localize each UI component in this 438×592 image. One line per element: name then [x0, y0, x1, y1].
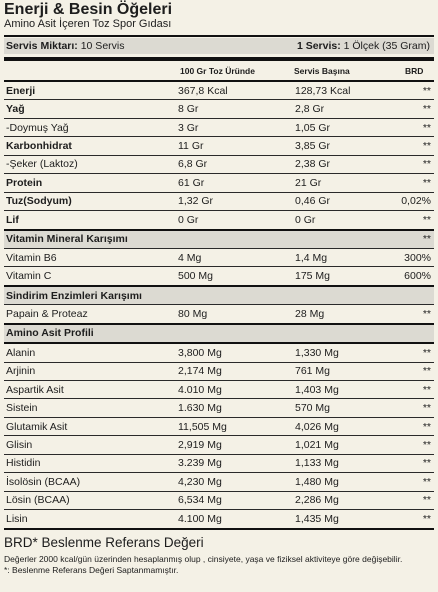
- row-per100: 1,32 Gr: [178, 192, 295, 210]
- row-serving: 570 Mg: [295, 399, 395, 417]
- row-name: Lösin (BCAA): [4, 491, 178, 509]
- serving-info-bar: [4, 38, 434, 54]
- row-brd: **: [395, 381, 434, 399]
- table-row: [4, 399, 434, 417]
- table-row: [4, 381, 434, 399]
- row-per100: 4,230 Mg: [178, 473, 295, 491]
- row-per100: [178, 324, 295, 343]
- table-row: [4, 343, 434, 362]
- row-serving: 1,480 Mg: [295, 473, 395, 491]
- row-name: Vitamin B6: [4, 248, 178, 266]
- table-row: [4, 248, 434, 266]
- row-brd: [395, 324, 434, 343]
- label-header: [4, 0, 172, 31]
- row-name: Karbonhidrat: [4, 137, 178, 155]
- row-per100: 1.630 Mg: [178, 399, 295, 417]
- table-row: [4, 211, 434, 230]
- table-row: [4, 473, 434, 491]
- row-brd: **: [395, 100, 434, 118]
- row-serving: 2,8 Gr: [295, 100, 395, 118]
- serving-count-label: Servis Miktarı:: [6, 40, 78, 52]
- row-per100: 367,8 Kcal: [178, 82, 295, 100]
- row-per100: 4.100 Mg: [178, 510, 295, 529]
- row-brd: **: [395, 436, 434, 454]
- row-serving: 1,435 Mg: [295, 510, 395, 529]
- row-name: Yağ: [4, 100, 178, 118]
- table-row: [4, 192, 434, 210]
- row-per100: 0 Gr: [178, 211, 295, 230]
- row-per100: 6,534 Mg: [178, 491, 295, 509]
- table-row: [4, 436, 434, 454]
- row-per100: 80 Mg: [178, 305, 295, 324]
- row-name: Vitamin C: [4, 267, 178, 286]
- row-per100: 11,505 Mg: [178, 417, 295, 435]
- serving-count-value: 10 Servis: [77, 40, 125, 52]
- brd-asterisk-note: *: Beslenme Referans Değeri Saptanmamıştır.: [4, 564, 179, 575]
- section-header: [4, 324, 434, 343]
- row-serving: 0,46 Gr: [295, 192, 395, 210]
- row-serving: 1,05 Gr: [295, 118, 395, 136]
- table-row: [4, 100, 434, 118]
- table-row: [4, 82, 434, 100]
- row-name: Protein: [4, 174, 178, 192]
- row-serving: 0 Gr: [295, 211, 395, 230]
- table-row: [4, 137, 434, 155]
- row-serving: 2,38 Gr: [295, 155, 395, 173]
- row-per100: 4.010 Mg: [178, 381, 295, 399]
- row-brd: **: [395, 491, 434, 509]
- row-name: Lisin: [4, 510, 178, 529]
- row-brd: **: [395, 230, 434, 249]
- table-row: [4, 174, 434, 192]
- row-brd: **: [395, 82, 434, 100]
- row-name: Vitamin Mineral Karışımı: [4, 230, 178, 249]
- row-per100: [178, 286, 295, 305]
- row-brd: 300%: [395, 248, 434, 266]
- row-brd: [395, 286, 434, 305]
- column-header-per100: 100 Gr Toz Üründe: [180, 66, 255, 76]
- row-per100: 3,800 Mg: [178, 343, 295, 362]
- row-brd: **: [395, 137, 434, 155]
- row-name: Histidin: [4, 454, 178, 472]
- brd-note: Değerler 2000 kcal/gün üzerinden hesaplanmış olup , cinsiyete, yaşa ve fiziksel aktiviteye göre değişebilir.: [4, 554, 403, 564]
- section-header: [4, 230, 434, 249]
- row-per100: 2,174 Mg: [178, 362, 295, 380]
- table-row: [4, 155, 434, 173]
- row-per100: 61 Gr: [178, 174, 295, 192]
- row-name: İsolösin (BCAA): [4, 473, 178, 491]
- row-serving: 4,026 Mg: [295, 417, 395, 435]
- label-footer: [4, 535, 434, 575]
- serving-size: [297, 38, 430, 54]
- page-title: Enerji & Besin Öğeleri: [4, 1, 173, 18]
- row-serving: 28 Mg: [295, 305, 395, 324]
- row-name: Tuz(Sodyum): [4, 192, 178, 210]
- row-name: Glisin: [4, 436, 178, 454]
- brd-title: BRD* Beslenme Referans Değeri: [4, 535, 204, 550]
- table-row: [4, 454, 434, 472]
- column-header-brd: BRD: [405, 66, 424, 76]
- row-brd: **: [395, 417, 434, 435]
- row-serving: 1,021 Mg: [295, 436, 395, 454]
- table-row: [4, 491, 434, 509]
- thick-divider: [4, 57, 434, 61]
- row-serving: 761 Mg: [295, 362, 395, 380]
- row-brd: **: [395, 343, 434, 362]
- column-header-per-serving: Servis Başına: [294, 66, 350, 76]
- serving-size-label: 1 Servis:: [296, 40, 341, 52]
- table-row: [4, 118, 434, 136]
- serving-count: [6, 38, 124, 54]
- row-brd: 0,02%: [395, 192, 434, 210]
- row-name: Aspartik Asit: [4, 381, 178, 399]
- row-name: Amino Asit Profili: [4, 324, 178, 343]
- row-brd: **: [395, 399, 434, 417]
- serving-size-value: 1 Ölçek (35 Gram): [340, 40, 430, 52]
- row-serving: [295, 230, 395, 249]
- row-serving: 21 Gr: [295, 174, 395, 192]
- row-name: Lif: [4, 211, 178, 230]
- row-brd: **: [395, 510, 434, 529]
- row-serving: [295, 324, 395, 343]
- nutrition-table: [4, 82, 434, 530]
- row-per100: 4 Mg: [178, 248, 295, 266]
- row-brd: 600%: [395, 267, 434, 286]
- table-row: [4, 510, 434, 529]
- row-brd: **: [395, 305, 434, 324]
- table-row: [4, 362, 434, 380]
- row-serving: 3,85 Gr: [295, 137, 395, 155]
- row-per100: 8 Gr: [178, 100, 295, 118]
- row-per100: 500 Mg: [178, 267, 295, 286]
- page-subtitle: Amino Asit İçeren Toz Spor Gıdası: [4, 18, 172, 30]
- row-per100: [178, 230, 295, 249]
- row-brd: **: [395, 454, 434, 472]
- table-row: [4, 417, 434, 435]
- section-header: [4, 286, 434, 305]
- row-serving: 1,330 Mg: [295, 343, 395, 362]
- row-per100: 2,919 Mg: [178, 436, 295, 454]
- row-serving: 175 Mg: [295, 267, 395, 286]
- row-brd: **: [395, 362, 434, 380]
- table-row: [4, 305, 434, 324]
- row-per100: 3.239 Mg: [178, 454, 295, 472]
- row-name: -Şeker (Laktoz): [4, 155, 178, 173]
- row-brd: **: [395, 118, 434, 136]
- row-serving: 2,286 Mg: [295, 491, 395, 509]
- row-serving: 1,4 Mg: [295, 248, 395, 266]
- row-serving: 128,73 Kcal: [295, 82, 395, 100]
- table-row: [4, 267, 434, 286]
- row-brd: **: [395, 211, 434, 230]
- row-per100: 3 Gr: [178, 118, 295, 136]
- row-per100: 6,8 Gr: [178, 155, 295, 173]
- row-per100: 11 Gr: [178, 137, 295, 155]
- row-name: -Doymuş Yağ: [4, 118, 178, 136]
- row-name: Sindirim Enzimleri Karışımı: [4, 286, 178, 305]
- row-serving: [295, 286, 395, 305]
- row-brd: **: [395, 155, 434, 173]
- row-brd: **: [395, 174, 434, 192]
- row-name: Glutamik Asit: [4, 417, 178, 435]
- row-name: Arjinin: [4, 362, 178, 380]
- row-name: Alanin: [4, 343, 178, 362]
- row-name: Papain & Proteaz: [4, 305, 178, 324]
- row-name: Enerji: [4, 82, 178, 100]
- row-serving: 1,133 Mg: [295, 454, 395, 472]
- row-serving: 1,403 Mg: [295, 381, 395, 399]
- row-brd: **: [395, 473, 434, 491]
- top-divider: [4, 35, 434, 37]
- row-name: Sistein: [4, 399, 178, 417]
